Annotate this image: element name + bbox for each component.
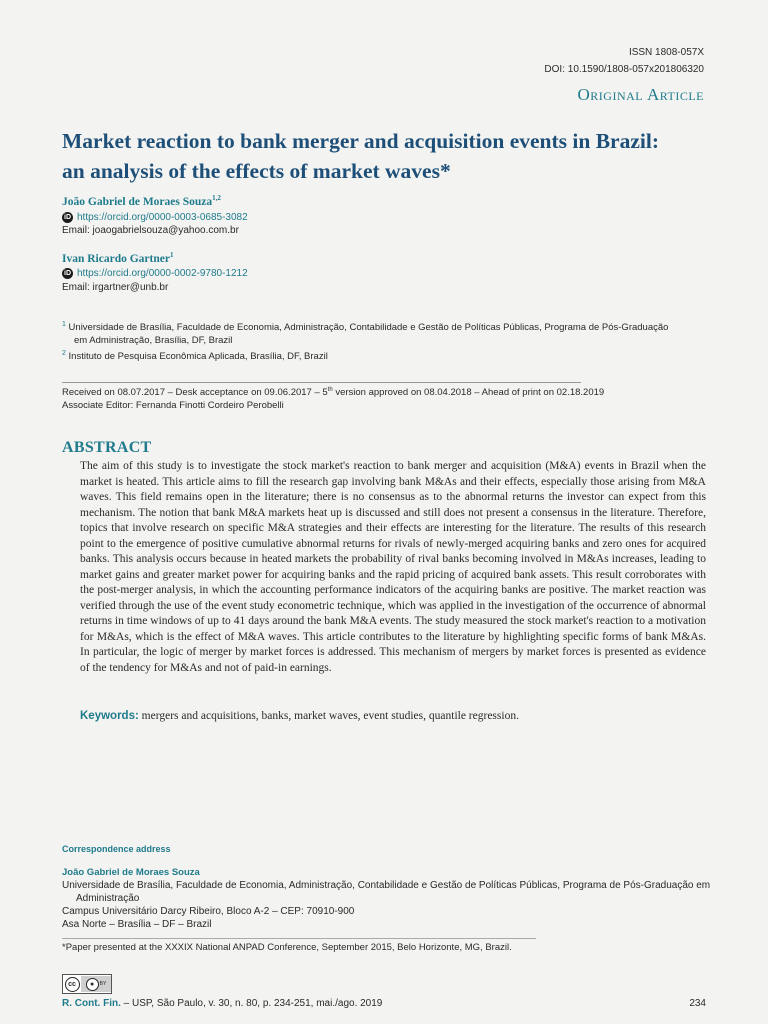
journal-citation: [62, 998, 382, 1009]
address-line: Asa Norte – Brasília – DF – Brazil: [62, 919, 212, 930]
address-line: Administração: [76, 893, 140, 904]
cc-icon: cc: [63, 976, 81, 992]
journal-name: R. Cont. Fin.: [62, 998, 121, 1009]
paper-title: [62, 126, 722, 186]
orcid-row: [62, 212, 248, 223]
person-icon: ●: [86, 978, 99, 991]
author-name: [62, 194, 221, 208]
correspondence-heading: Correspondence address: [62, 844, 171, 854]
correspondence-name: João Gabriel de Moraes Souza: [62, 867, 200, 878]
affiliation-marker: 2: [62, 350, 66, 358]
orcid-icon: iD: [64, 214, 71, 221]
affiliation-1-cont: em Administração, Brasília, DF, Brazil: [74, 335, 233, 347]
orcid-icon: iD: [64, 270, 71, 277]
document-type: Original Article: [577, 85, 704, 104]
address-line: Campus Universitário Darcy Ribeiro, Bloco A-2 – CEP: 70910-900: [62, 906, 355, 917]
journal-identifiers: [544, 44, 704, 78]
author-name-text: Ivan Ricardo Gartner: [62, 252, 170, 265]
orcid-link[interactable]: https://orcid.org/0000-0002-9780-1212: [77, 268, 248, 279]
keywords-text: mergers and acquisitions, banks, market waves, event studies, quantile regression.: [138, 710, 519, 722]
author-email[interactable]: Email: irgartner@unb.br: [62, 282, 169, 293]
affiliation-2: [62, 347, 722, 363]
by-icon: [81, 976, 111, 992]
author-name-text: João Gabriel de Moraes Souza: [62, 195, 213, 208]
doi: DOI: 10.1590/1808-057x201806320: [544, 64, 704, 75]
history-pre: Received on 08.07.2017 – Desk acceptance on 09.06.2017 – 5: [62, 387, 328, 399]
abstract-heading: ABSTRACT: [62, 439, 152, 456]
page-number: 234: [689, 998, 706, 1009]
affiliation-1: [62, 318, 722, 334]
affiliations: [62, 318, 722, 363]
affiliation-marker: 1: [62, 321, 66, 328]
title-line-2: an analysis of the effects of market waves*: [62, 159, 451, 183]
footnote-divider: [62, 938, 536, 939]
title-line-1: Market reaction to bank merger and acquisition events in Brazil:: [62, 129, 659, 153]
author-email[interactable]: Email: joaogabrielsouza@yahoo.com.br: [62, 225, 239, 236]
by-label: BY: [99, 981, 107, 987]
history-sup: th: [327, 387, 333, 393]
correspondence-address: [62, 879, 722, 931]
history-post: version approved on 08.04.2018 – Ahead of print on 02.18.2019: [332, 387, 605, 399]
associate-editor: Associate Editor: Fernanda Finotti Cordeiro Perobelli: [62, 400, 284, 412]
author-name: [62, 251, 173, 265]
history-line: [62, 384, 604, 399]
cc-license-badge[interactable]: [62, 974, 112, 994]
author-affil-marker: 1,2: [212, 194, 221, 202]
orcid-link[interactable]: https://orcid.org/0000-0003-0685-3082: [77, 212, 248, 223]
orcid-row: [62, 268, 248, 279]
dates-divider: [62, 382, 581, 383]
address-line: Universidade de Brasília, Faculdade de Economia, Administração, Contabilidade e Gestão de Políticas Públicas, Programa de Pós-Graduação em: [62, 880, 711, 891]
keywords-label: Keywords:: [80, 710, 139, 722]
abstract-body: The aim of this study is to investigate the stock market's reaction to bank merger and acquisition (M&A) events in Brazil when the market is heated. This article aims to fill the research gap involving bank M&As and their effects, especially those arising from M&A waves. This field remains open in the literature; there is no consensus as to the abnormal returns the investor can expect from this mechanism. The notion that bank M&A markets heat up is discussed and still does not present a consensus in the literature. Therefore, topics that involve research on specific M&A strategies and their effects are interesting for the literature. The results of this research point to the emergence of positive cumulative abnormal returns for rivals of newly-merged acquiring banks and zero ones for acquired banks. This analysis occurs because in heated markets the probability of rival banks becoming involved in M&As increases, leading to market gains and greater market power for acquiring banks and the rapid pricing of acquired bank assets. This result corroborates with the post-merger analysis, in which the accounting performance indicators of the acquiring banks are positive. The market reaction was verified through the use of the event study econometric technique, which was applied in the investigation of the occurrence of abnormal returns in time windows of up to 41 days around the bank M&A events. The study measured the stock market's reaction to a motivation for M&As, which is the effect of M&A waves. This article contributes to the literature by highlighting specific forms of bank M&As. In particular, the logic of merger by market forces is addressed. This mechanism of mergers by market forces is presented as evidence of the tendency for M&As and not of paid-in earnings.: [80, 460, 706, 674]
issn: ISSN 1808-057X: [628, 47, 704, 58]
footnote: *Paper presented at the XXXIX National ANPAD Conference, September 2015, Belo Horizonte, MG, Brazil.: [62, 942, 512, 953]
article-dates: [62, 384, 604, 412]
affiliation-text: Universidade de Brasília, Faculdade de Economia, Administração, Contabilidade e Gestão de Políticas Públicas, Programa de Pós-Graduação: [68, 322, 669, 334]
journal-details: – USP, São Paulo, v. 30, n. 80, p. 234-251, mai./ago. 2019: [120, 998, 383, 1009]
affiliation-text: Instituto de Pesquisa Econômica Aplicada, Brasília, DF, Brazil: [68, 351, 328, 363]
author-affil-marker: 1: [169, 251, 174, 259]
keywords: [80, 709, 706, 724]
